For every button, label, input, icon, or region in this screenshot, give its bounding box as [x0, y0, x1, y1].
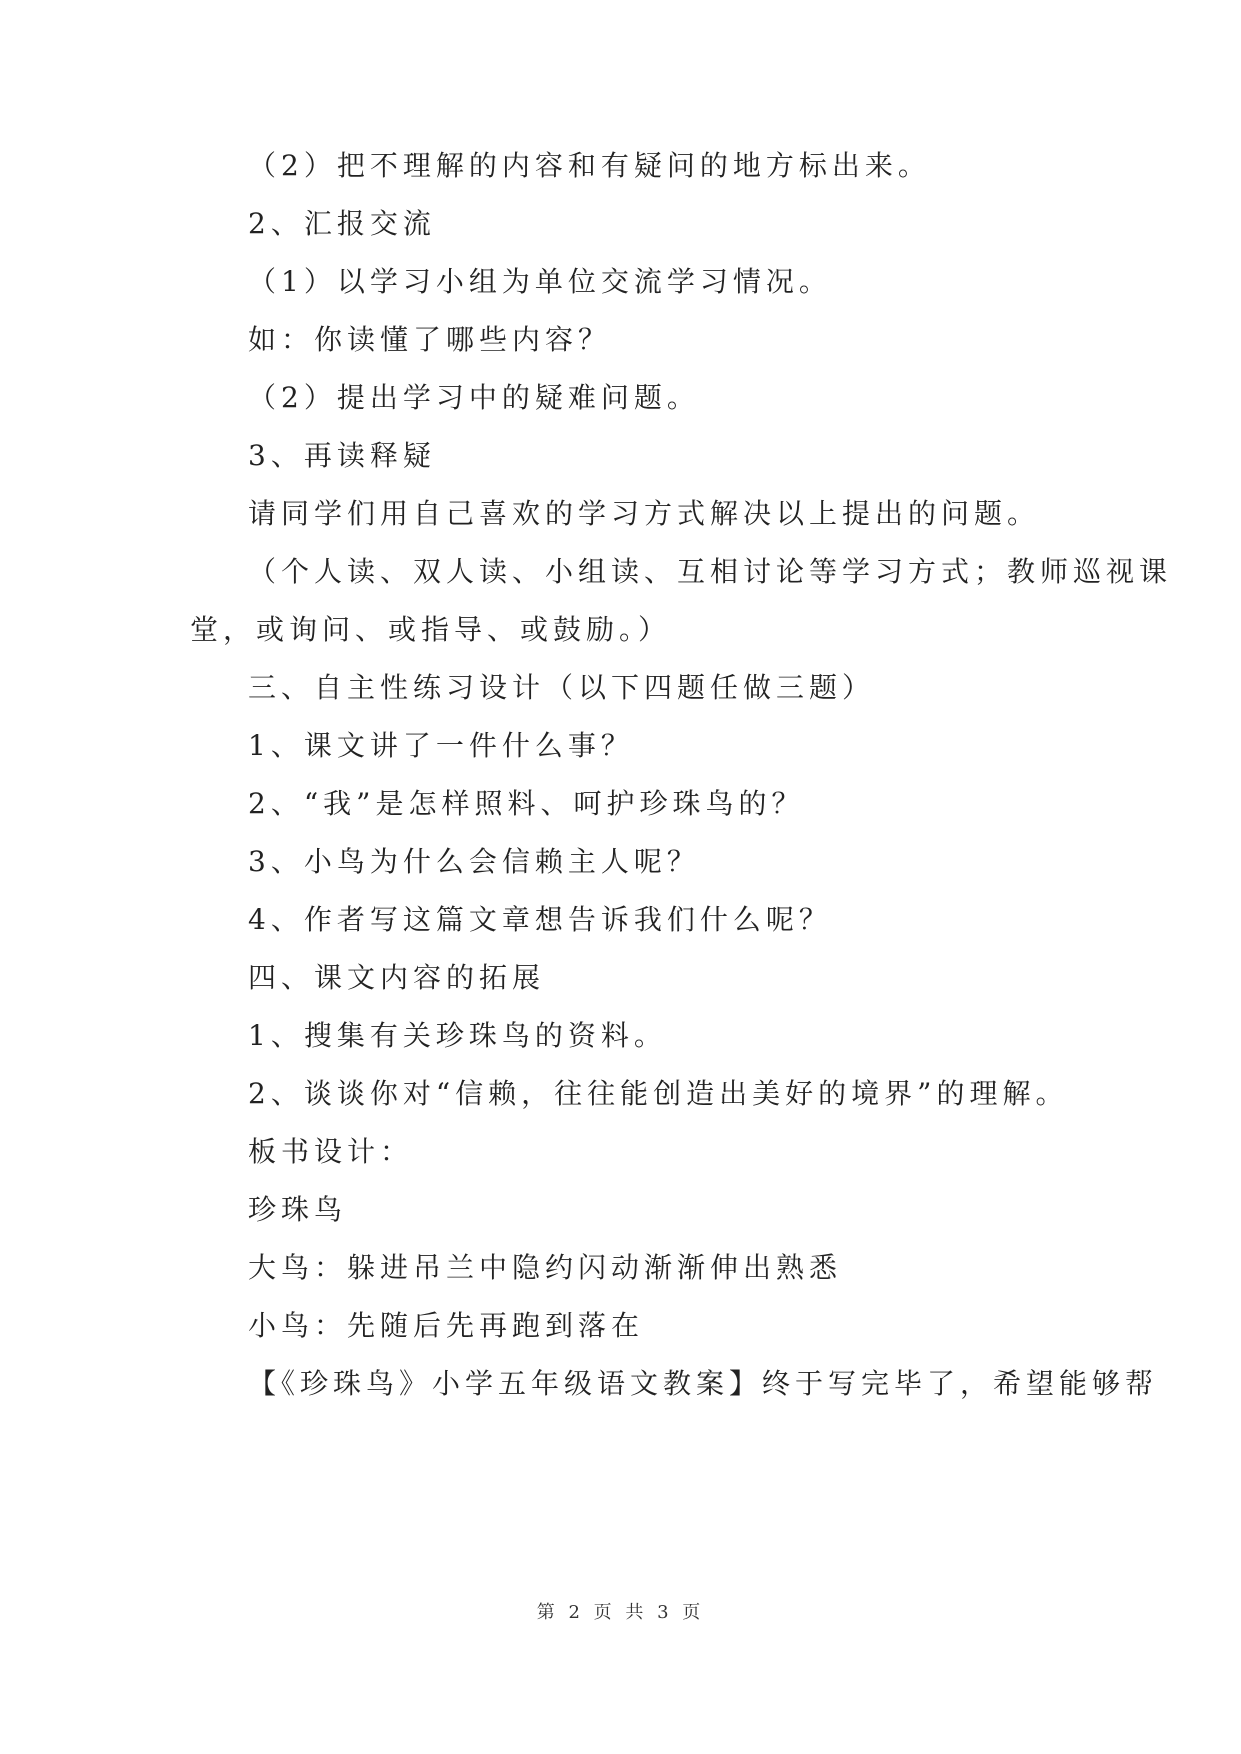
text-line-20: 大鸟：躲进吊兰中隐约闪动渐渐伸出熟悉: [248, 1251, 843, 1284]
text-line-3: （1）以学习小组为单位交流学习情况。: [248, 265, 832, 298]
text-line-11: 1、课文讲了一件什么事？: [248, 729, 634, 762]
text-line-14: 4、作者写这篇文章想告诉我们什么呢？: [248, 903, 832, 936]
text-line-12: 2、“我”是怎样照料、呵护珍珠鸟的？: [248, 787, 805, 820]
text-line-2: 2、汇报交流: [248, 207, 436, 240]
text-line-15: 四、课文内容的拓展: [248, 961, 546, 994]
text-line-19: 珍珠鸟: [248, 1193, 348, 1226]
text-line-9: 堂，或询问、或指导、或鼓励。）: [190, 613, 672, 646]
text-line-17: 2、谈谈你对“信赖，往往能创造出美好的境界”的理解。: [248, 1077, 1069, 1110]
text-line-4: 如：你读懂了哪些内容？: [248, 323, 612, 356]
text-line-7: 请同学们用自己喜欢的学习方式解决以上提出的问题。: [248, 497, 1041, 530]
text-line-8: （个人读、双人读、小组读、互相讨论等学习方式；教师巡视课: [248, 555, 1173, 588]
text-line-10: 三、自主性练习设计（以下四题任做三题）: [248, 671, 876, 704]
text-line-13: 3、小鸟为什么会信赖主人呢？: [248, 845, 700, 878]
text-line-6: 3、再读释疑: [248, 439, 436, 472]
text-line-21: 小鸟：先随后先再跑到落在: [248, 1309, 645, 1342]
text-line-18: 板书设计：: [248, 1135, 414, 1168]
text-line-22: 【《珍珠鸟》小学五年级语文教案】终于写完毕了，希望能够帮: [248, 1367, 1159, 1400]
text-line-1: （2）把不理解的内容和有疑问的地方标出来。: [248, 149, 931, 182]
page-footer: 第 2 页 共 3 页: [536, 1602, 705, 1623]
text-line-5: （2）提出学习中的疑难问题。: [248, 381, 700, 414]
text-line-16: 1、搜集有关珍珠鸟的资料。: [248, 1019, 667, 1052]
